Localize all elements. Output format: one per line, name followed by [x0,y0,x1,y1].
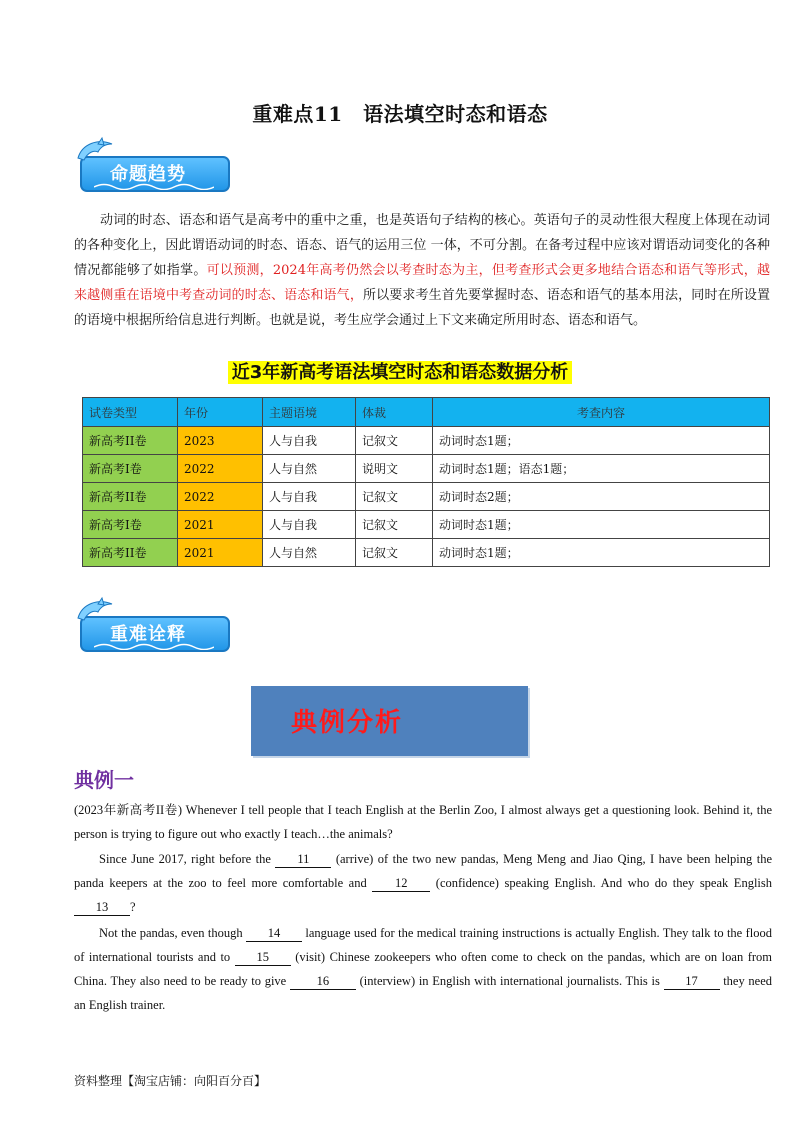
cell-year: 2023 [178,427,263,455]
passage-paragraph-1: (2023年新高考II卷) Whenever I tell people that I teach English at the Berlin Zoo, I almost always get a questioning look. Behind it, the person is trying to figure out who exactly I teach…the animals? [74,803,772,841]
intro-text-2: 所以要求考生首先要掌握时态、语态和语气的基本用法，同时在所设置的语境中根据所给信息进行判断。也就是说，考生应学会通过上下文来确定所用时态、语态和语气。 [74,288,770,328]
example-analysis-label: 典例分析 [291,708,404,738]
table-row [83,483,770,511]
cell-year: 2022 [178,455,263,483]
cell-content: 动词时态1题； [433,539,770,567]
cell-genre: 说明文 [356,455,433,483]
cell-type: 新高考II卷 [83,539,178,567]
passage-text: ? [130,900,136,914]
cell-type: 新高考I卷 [83,455,178,483]
cell-content: 动词时态1题； [433,427,770,455]
cell-type: 新高考I卷 [83,511,178,539]
example-heading: 典例一 [74,768,134,792]
cell-content: 动词时态1题；语态1题； [433,455,770,483]
analysis-table [82,397,770,567]
cell-year: 2021 [178,539,263,567]
blank-14: 14 [246,925,302,942]
passage-text: (confidence) speaking English. And who do they speak English [430,876,773,890]
page-title: 重难点11 语法填空时态和语态 [252,102,548,126]
table-row [83,511,770,539]
blank-17: 17 [664,973,720,990]
cell-theme: 人与自然 [263,455,356,483]
cell-type: 新高考II卷 [83,427,178,455]
cell-theme: 人与自然 [263,539,356,567]
header-genre: 体裁 [356,398,433,427]
cell-theme: 人与自我 [263,427,356,455]
blank-11: 11 [275,851,331,868]
header-year: 年份 [178,398,263,427]
passage-text: (arrive) of the two new pandas, Meng Meng and Jiao Qing, I have been helping the panda keepers at the zoo to feel more comfortable and [74,852,772,890]
banner-label: 重难诠释 [110,624,186,645]
example-analysis-box [251,686,528,756]
passage-text: they need an English trainer. [74,974,772,1012]
banner-label: 命题趋势 [110,164,186,185]
cell-year: 2021 [178,511,263,539]
cell-theme: 人与自我 [263,483,356,511]
passage-paragraph-2 [74,847,772,919]
blank-13: 13 [74,899,130,916]
footer-note: 资料整理【淘宝店铺：向阳百分百】 [74,1074,267,1088]
table-header-row [83,398,770,427]
cell-content: 动词时态2题； [433,483,770,511]
section-banner-explain [80,608,234,652]
table-row [83,427,770,455]
table-row [83,539,770,567]
passage-text: (visit) Chinese zookeepers who often come to check on the pandas, which are on loan from China. They also need to be ready to give [74,950,773,988]
cell-genre: 记叙文 [356,483,433,511]
cell-type: 新高考II卷 [83,483,178,511]
passage-text: Since June 2017, right before the [99,852,276,866]
table-title-text: 近3年新高考语法填空时态和语态数据分析 [228,361,573,384]
cell-genre: 记叙文 [356,511,433,539]
blank-16: 16 [290,973,356,990]
passage-text: (interview) in English with international journalists. This is [355,974,664,988]
intro-text-1: 动词的时态、语态和语气是高考中的重中之重，也是英语句子结构的核心。英语句子的灵动性很大程度上体现在动词的各种变化上，因此谓语动词的时态、语态、语气的运用三位 一体，不可分割。在备考过程中应该对谓语动词变化的各种情况都能够了如指掌。 [74,213,770,278]
passage-text: Not the pandas, even though [99,926,247,940]
cell-genre: 记叙文 [356,539,433,567]
header-theme: 主题语境 [263,398,356,427]
header-type: 试卷类型 [83,398,178,427]
table-title [0,358,800,384]
passage-paragraph-3 [74,921,772,1017]
cell-year: 2022 [178,483,263,511]
intro-paragraph [74,208,770,333]
table-row [83,455,770,483]
header-content: 考查内容 [433,398,770,427]
section-banner-trend [80,148,234,192]
cell-theme: 人与自我 [263,511,356,539]
cell-genre: 记叙文 [356,427,433,455]
cell-content: 动词时态1题； [433,511,770,539]
blank-12: 12 [372,875,430,892]
passage-text: language used for the medical training instructions is actually English. They talk to the flood of international tourists and to [74,926,772,964]
intro-highlight: 可以预测，2024年高考仍然会以考查时态为主，但考查形式会更多地结合语态和语气等形式，越来越侧重在语境中考查动词的时态、语态和语气， [74,263,770,303]
blank-15: 15 [235,949,291,966]
